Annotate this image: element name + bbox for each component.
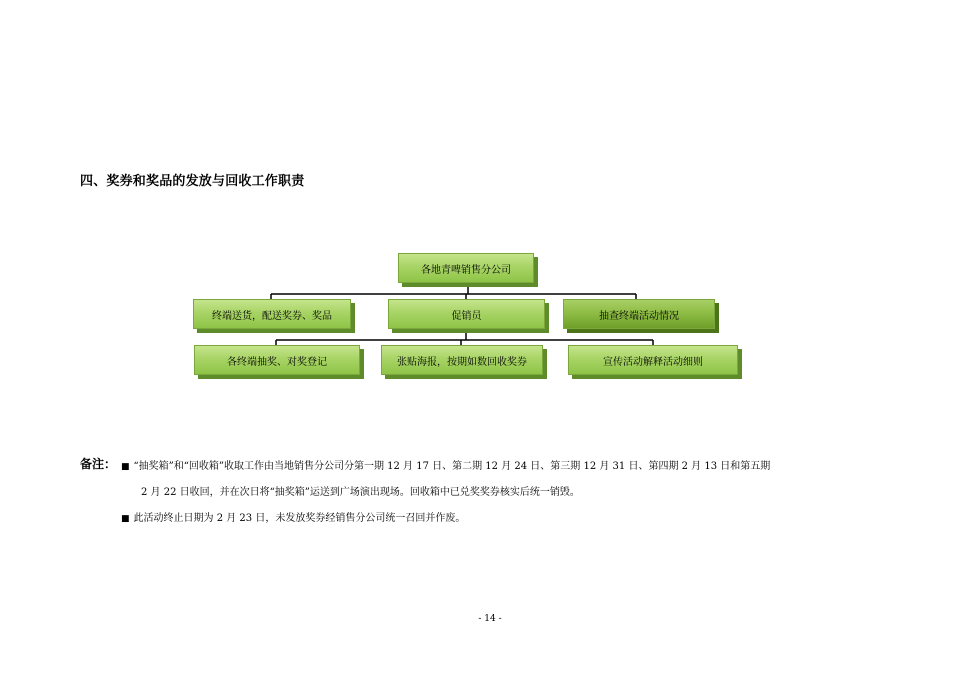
org-node-lottery-registration: 各终端抽奖、对奖登记 [194,345,360,375]
org-node-delivery: 终端送货，配送奖券、奖品 [193,299,351,329]
bullet-icon: ■ [121,462,130,472]
notes-label: 备注： [80,457,117,471]
page-number: - 14 - [478,614,502,624]
bullet-icon: ■ [121,514,130,524]
note-item-1-line-1: “抽奖箱”和“回收箱”收取工作由当地销售分公司分第一期 12 月 17 日、第二期 12 月 24 日、第三期 12 月 31 日、第四期 2 月 13 日和第五期 [133,461,771,472]
org-node-publicity-explanation: 宣传活动解释活动细则 [568,345,738,375]
org-node-root: 各地青啤销售分公司 [398,253,534,283]
org-node-promoter: 促销员 [388,299,545,329]
org-node-inspection: 抽查终端活动情况 [563,299,715,329]
note-item-2 [121,509,465,524]
note-item-1-line-2: 2 月 22 日收回，并在次日将“抽奖箱”运送到广场演出现场。回收箱中已兑奖奖券核实后统一销毁。 [141,487,580,498]
org-node-poster-collection: 张贴海报，按期如数回收奖券 [381,345,543,375]
section-heading: 四、奖券和奖品的发放与回收工作职责 [80,174,305,189]
note-item-2-text: 此活动终止日期为 2 月 23 日，未发放奖券经销售分公司统一召回并作废。 [133,513,466,524]
note-item-1 [121,457,770,472]
